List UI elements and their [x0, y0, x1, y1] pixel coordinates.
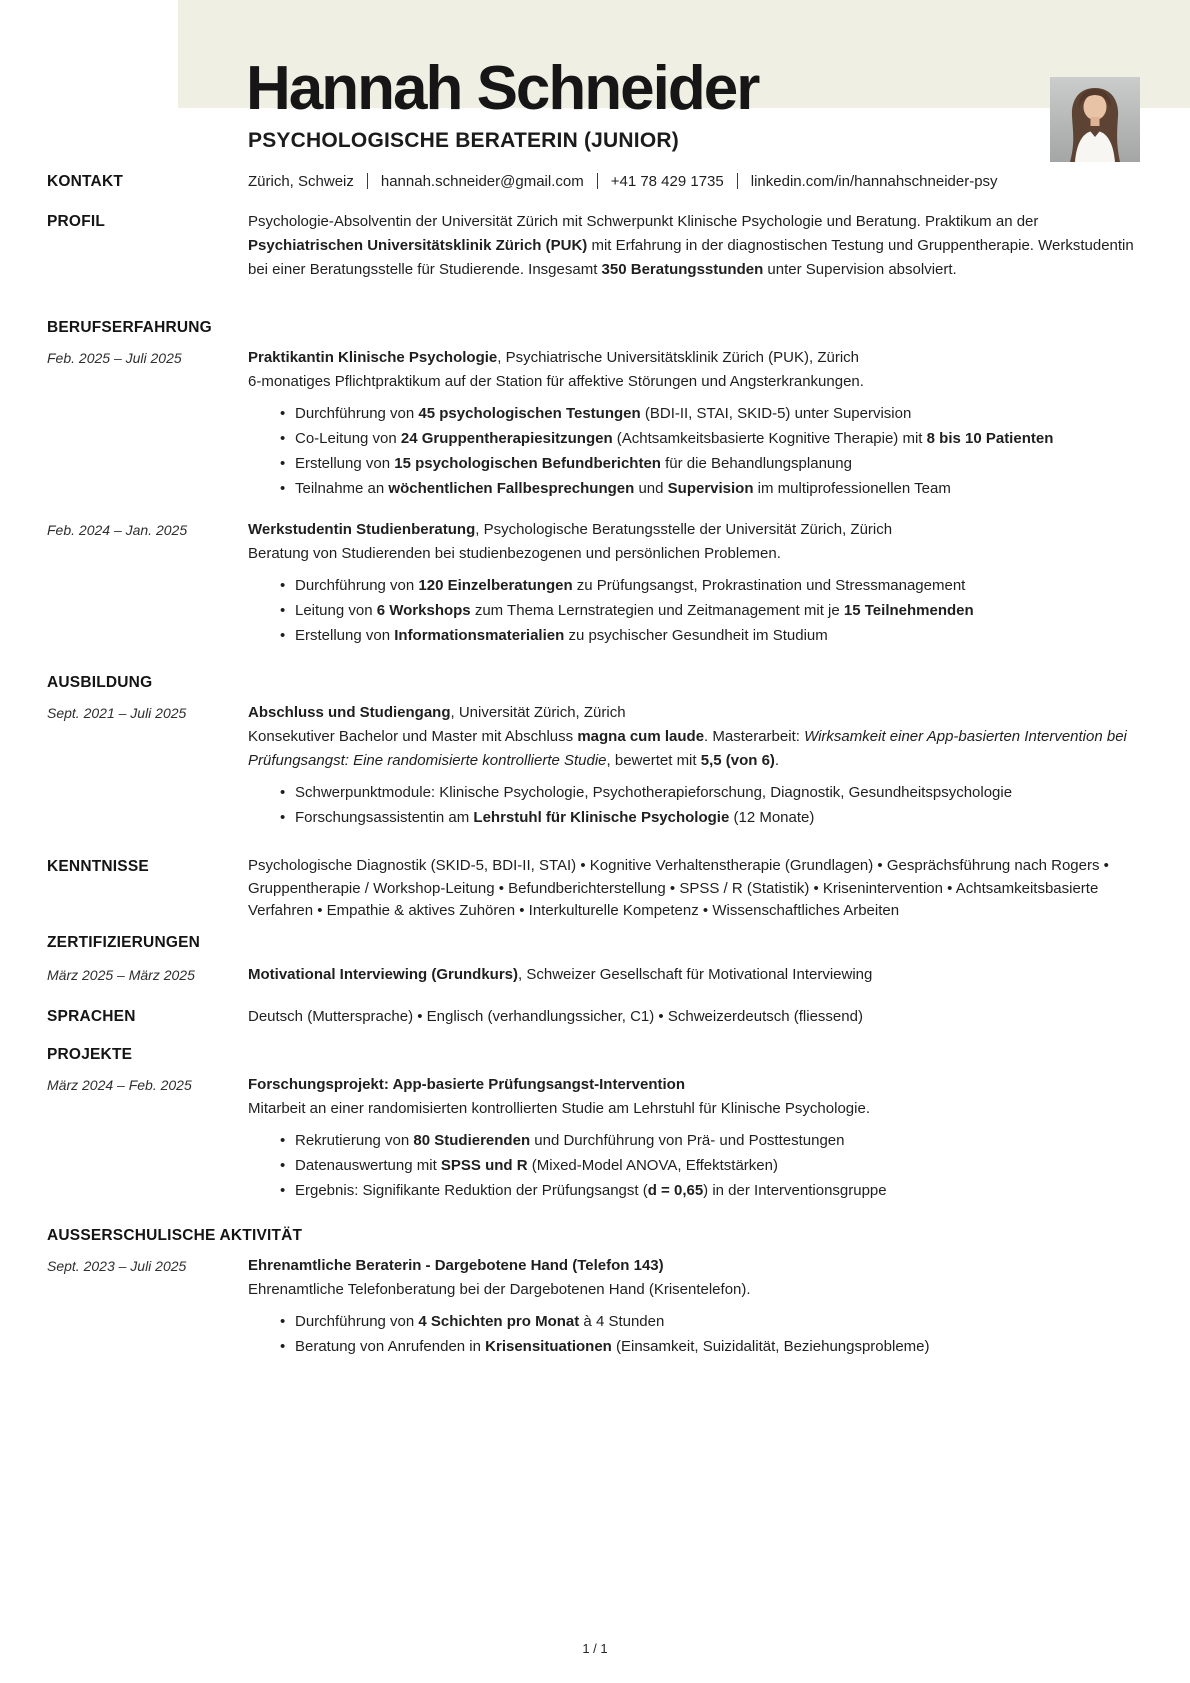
bullet-item: • Co-Leitung von 24 Gruppentherapiesitzungen (Achtsamkeitsbasierte Kognitive Therapie) mit 8 bis 10 Patienten	[295, 427, 1143, 451]
section-heading-certifications: ZERTIFIZIERUNGEN	[47, 933, 201, 951]
person-job-title: PSYCHOLOGISCHE BERATERIN (JUNIOR)	[248, 129, 679, 152]
entry-title: Abschluss und Studiengang, Universität Zürich, Zürich	[248, 704, 626, 721]
bullet-item: • Rekrutierung von 80 Studierenden und Durchführung von Prä- und Posttestungen	[295, 1129, 1143, 1153]
entry-date: März 2025 – März 2025	[47, 966, 195, 983]
contact-line	[248, 170, 1143, 194]
section-heading-extracurricular: AUSSERSCHULISCHE AKTIVITÄT	[47, 1226, 303, 1244]
contact-separator	[367, 173, 368, 189]
experience-entry	[47, 518, 1143, 649]
contact-row	[47, 170, 1143, 194]
contact-email: hannah.schneider@gmail.com	[380, 173, 584, 190]
page-number: 1 / 1	[582, 1641, 608, 1656]
entry-title: Ehrenamtliche Beraterin - Dargebotene Hand (Telefon 143)	[248, 1256, 664, 1274]
entry-date: Sept. 2023 – Juli 2025	[47, 1257, 187, 1274]
entry-content	[248, 346, 1143, 502]
entry-date: Feb. 2025 – Juli 2025	[47, 350, 182, 366]
entry-content	[248, 518, 1143, 649]
profile-text: Psychologie-Absolventin der Universität Zürich mit Schwerpunkt Klinische Psychologie und Beratung. Praktikum an der Psychiatrischen Universitätsklinik Zürich (PUK) mit Erfahrung in der diagnostischen Testung und Gruppentherapie. Werkstudentin bei einer Beratungsstelle für Studierende. Insgesamt 350 Beratungsstunden unter Supervision absolviert.	[248, 213, 1134, 278]
bullet-item: • Durchführung von 4 Schichten pro Monat à 4 Stunden	[295, 1310, 1143, 1334]
bullet-item: • Erstellung von Informationsmaterialien zu psychischer Gesundheit im Studium	[295, 624, 1143, 648]
entry-subtitle: Beratung von Studierenden bei studienbezogenen und persönlichen Problemen.	[248, 545, 781, 562]
contact-location: Zürich, Schweiz	[248, 173, 354, 190]
project-entry	[47, 1073, 1143, 1204]
skills-row	[47, 855, 1143, 923]
entry-title: Motivational Interviewing (Grundkurs), Schweizer Gesellschaft für Motivational Interviewing	[248, 965, 873, 983]
extracurricular-entry	[47, 1254, 1143, 1360]
certification-entry	[47, 963, 1143, 987]
section-heading-projects: PROJEKTE	[47, 1045, 133, 1063]
bullet-item: • Teilnahme an wöchentlichen Fallbesprechungen und Supervision im multiprofessionellen Team	[295, 477, 1143, 501]
contact-label: KONTAKT	[47, 173, 124, 190]
entry-bullets	[248, 781, 1143, 830]
person-name: Hannah Schneider	[246, 54, 759, 123]
entry-content	[248, 1073, 1143, 1204]
bullet-item: • Forschungsassistentin am Lehrstuhl für Klinische Psychologie (12 Monate)	[295, 806, 1143, 830]
entry-bullets	[248, 574, 1143, 648]
experience-entry	[47, 346, 1143, 502]
skills-text: Psychologische Diagnostik (SKID-5, BDI-II, STAI) • Kognitive Verhaltenstherapie (Grundlagen) • Gesprächsführung nach Rogers • Gruppentherapie / Workshop-Leitung • Befundberichterstellung • SPSS / R (Statistik) • Krisenintervention • Achtsamkeitsbasierte Verfahren • Empathie & aktives Zuhören • Interkulturelle Kompetenz • Wissenschaftliches Arbeiten	[248, 857, 1109, 919]
entry-subtitle: Mitarbeit an einer randomisierten kontrollierten Studie am Lehrstuhl für Klinische Psychologie.	[248, 1099, 870, 1117]
bullet-item: • Leitung von 6 Workshops zum Thema Lernstrategien und Zeitmanagement mit je 15 Teilnehmenden	[295, 599, 1143, 623]
entry-subtitle: Konsekutiver Bachelor und Master mit Abschluss magna cum laude. Masterarbeit: Wirksamkeit einer App-basierten Intervention bei Prüfungsangst: Eine randomisierte kontrollierte Studie, bewertet mit 5,5 (von 6).	[248, 728, 1127, 769]
bullet-item: • Ergebnis: Signifikante Reduktion der Prüfungsangst (d = 0,65) in der Interventionsgruppe	[295, 1179, 1143, 1203]
entry-title: Werkstudentin Studienberatung, Psychologische Beratungsstelle der Universität Zürich, Zürich	[248, 521, 893, 538]
profile-row	[47, 210, 1143, 282]
entry-content	[248, 701, 1143, 831]
entry-bullets	[248, 1310, 1143, 1359]
profile-label: PROFIL	[47, 213, 106, 230]
bullet-item: • Beratung von Anrufenden in Krisensituationen (Einsamkeit, Suizidalität, Beziehungsprobleme)	[295, 1335, 1143, 1359]
languages-label: SPRACHEN	[47, 1007, 136, 1025]
entry-subtitle: Ehrenamtliche Telefonberatung bei der Dargebotenen Hand (Krisentelefon).	[248, 1280, 751, 1298]
contact-separator	[737, 173, 738, 189]
entry-bullets	[248, 402, 1143, 501]
entry-bullets	[248, 1129, 1143, 1203]
education-entry	[47, 701, 1143, 831]
contact-linkedin: linkedin.com/in/hannahschneider-psy	[750, 173, 998, 190]
bullet-item: • Durchführung von 45 psychologischen Testungen (BDI-II, STAI, SKID-5) unter Supervision	[295, 402, 1143, 426]
entry-title: Forschungsprojekt: App-basierte Prüfungsangst-Intervention	[248, 1075, 685, 1093]
bullet-item: • Datenauswertung mit SPSS und R (Mixed-Model ANOVA, Effektstärken)	[295, 1154, 1143, 1178]
bullet-item: • Erstellung von 15 psychologischen Befundberichten für die Behandlungsplanung	[295, 452, 1143, 476]
profile-photo	[1050, 77, 1140, 162]
section-heading-experience: BERUFSERFAHRUNG	[47, 319, 212, 336]
portrait-illustration	[1050, 77, 1140, 162]
bullet-item: • Schwerpunktmodule: Klinische Psychologie, Psychotherapieforschung, Diagnostik, Gesundheitspsychologie	[295, 781, 1143, 805]
section-heading-education: AUSBILDUNG	[47, 674, 153, 691]
languages-text: Deutsch (Muttersprache) • Englisch (verhandlungssicher, C1) • Schweizerdeutsch (fliessend)	[248, 1007, 863, 1025]
entry-date: März 2024 – Feb. 2025	[47, 1076, 192, 1093]
contact-separator	[597, 173, 598, 189]
entry-date: Feb. 2024 – Jan. 2025	[47, 522, 188, 538]
resume-body	[47, 170, 1143, 1360]
skills-label: KENNTNISSE	[47, 858, 149, 875]
bullet-item: • Durchführung von 120 Einzelberatungen zu Prüfungsangst, Prokrastination und Stressmanagement	[295, 574, 1143, 598]
languages-row	[47, 1005, 1143, 1029]
entry-date: Sept. 2021 – Juli 2025	[47, 705, 187, 721]
contact-phone: +41 78 429 1735	[610, 173, 724, 190]
entry-content	[248, 1254, 1143, 1360]
entry-title: Praktikantin Klinische Psychologie, Psychiatrische Universitätsklinik Zürich (PUK), Zürich	[248, 349, 860, 366]
entry-subtitle: 6-monatiges Pflichtpraktikum auf der Station für affektive Störungen und Angsterkrankungen.	[248, 373, 864, 390]
